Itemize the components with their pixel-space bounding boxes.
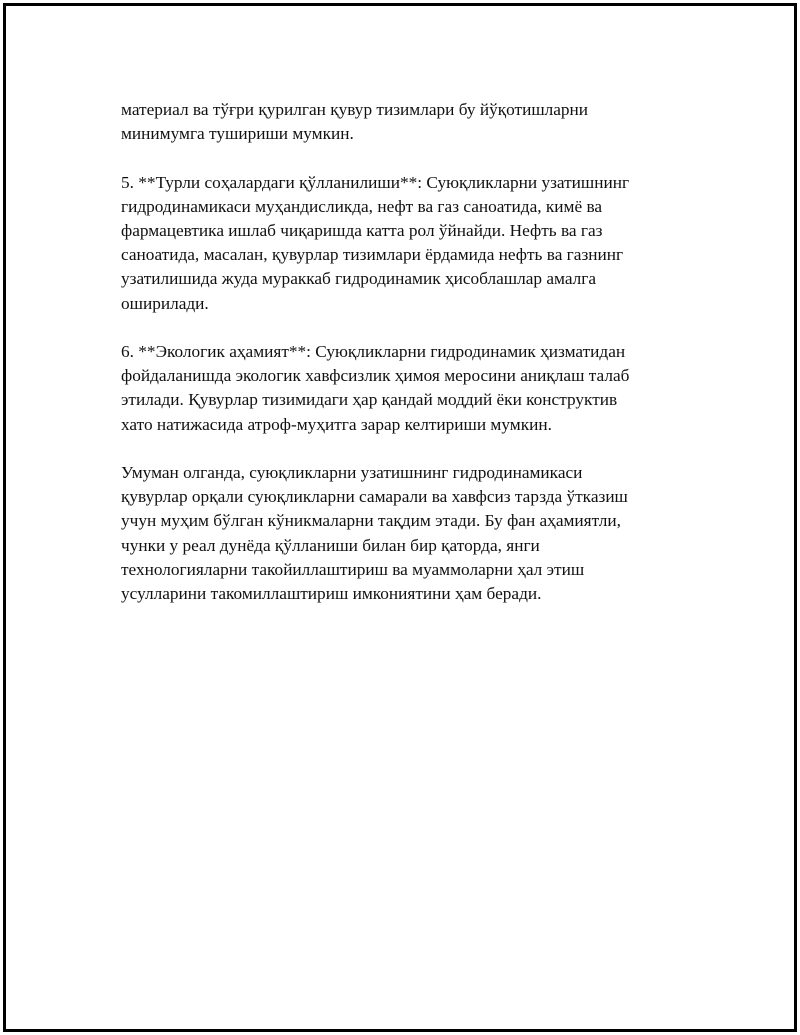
- text-line: қувурлар орқали суюқликларни самарали ва хавфсиз тарзда ўтказиш: [121, 487, 628, 507]
- text-line: Умуман олганда, суюқликларни узатишнинг гидродинамикаси: [121, 463, 583, 482]
- text-line: материал ва тўғри қурилган қувур тизимлари бу йўқотишларни: [121, 100, 589, 119]
- text-line: чунки у реал дунёда қўлланиши билан бир қаторда, янги: [121, 535, 540, 555]
- paragraph-item-5: [121, 171, 681, 316]
- text-line: гидродинамикаси муҳандисликда, нефт ва газ саноатида, кимё ва: [121, 196, 603, 216]
- text-line: узатилишида жуда мураккаб гидродинамик ҳисоблашлар амалга: [121, 269, 597, 289]
- text-line: фойдаланишда экологик хавфсизлик ҳимоя меросини аниқлаш талаб: [121, 366, 630, 386]
- text-line: оширилади.: [121, 293, 209, 313]
- text-line: учун муҳим бўлган кўникмаларни тақдим этади. Бу фан аҳамиятли,: [121, 511, 621, 531]
- paragraph-conclusion: [121, 461, 681, 606]
- text-line: этилади. Қувурлар тизимидаги ҳар қандай моддий ёки конструктив: [121, 390, 618, 410]
- text-line: минимумга тушириши мумкин.: [121, 124, 354, 144]
- document-body: [121, 98, 681, 630]
- text-line: саноатида, масалан, қувурлар тизимлари ёрдамида нефть ва газнинг: [121, 245, 624, 265]
- text-line: технологияларни такойиллаштириш ва муаммоларни ҳал этиш: [121, 559, 585, 579]
- text-line: 5. **Турли соҳалардаги қўлланилиши**: Суюқликларни узатишнинг: [121, 172, 630, 192]
- text-line: 6. **Экологик аҳамият**: Суюқликларни гидродинамик ҳизматидан: [121, 342, 626, 361]
- paragraph-continuation: [121, 98, 681, 146]
- paragraph-item-6: [121, 340, 681, 437]
- text-line: фармацевтика ишлаб чиқаришда катта рол ўйнайди. Нефть ва газ: [121, 221, 603, 240]
- page-frame: [3, 3, 797, 1032]
- text-line: усулларини такомиллаштириш имкониятини ҳам беради.: [121, 584, 542, 604]
- text-line: хато натижасида атроф-муҳитга зарар келтириши мумкин.: [121, 414, 552, 434]
